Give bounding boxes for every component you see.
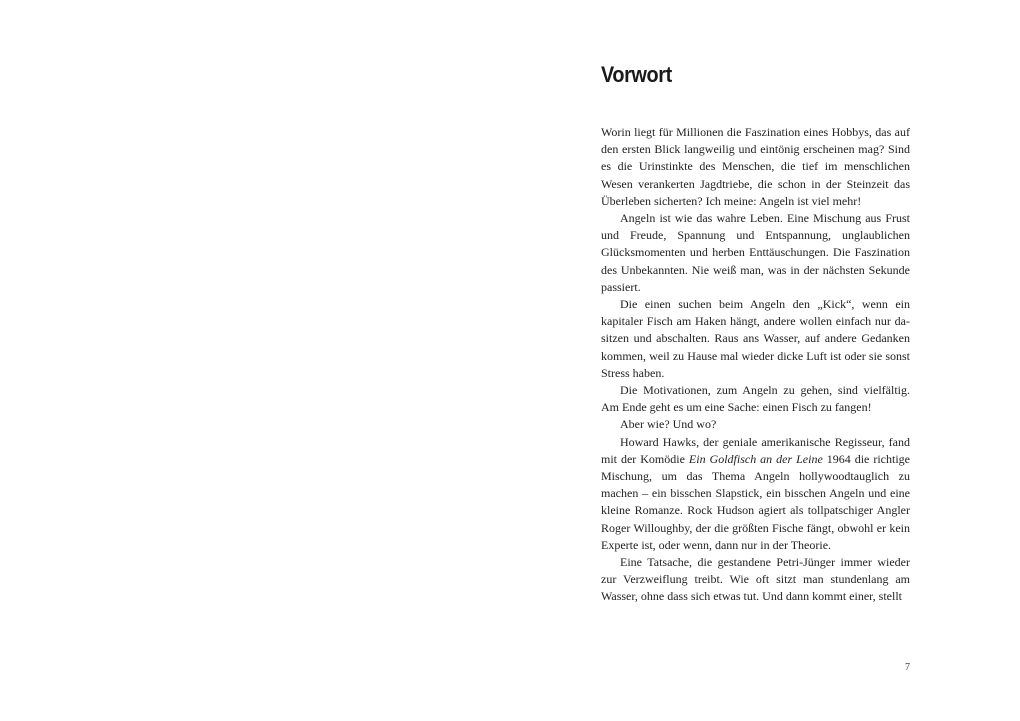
paragraph: Aber wie? Und wo? <box>620 417 717 432</box>
paragraph <box>601 434 910 554</box>
film-title: Ein Goldfisch an der Leine <box>688 451 823 466</box>
page-number: 7 <box>905 662 910 673</box>
paragraph: Worin liegt für Millionen die Faszination eines Hobbys, das auf den ersten Blick langweilig und eintönig erscheinen mag? Sind es die Urinstinkte des Menschen, die tief im menschlichen Wesen verankerten Jagdtriebe, die schon in der Steinzeit das Überleben sicherten? Ich meine: Angeln ist viel mehr! <box>601 125 910 208</box>
paragraph: Angeln ist wie das wahre Leben. Eine Mischung aus Frust und Freude, Spannung und Entspannung, unglaublichen Glücksmomenten und herben Enttäuschungen. Die Faszination des Unbekannten. Nie weiß man, was in der nächsten Sekunde passiert. <box>601 211 910 294</box>
body-text <box>601 124 910 606</box>
paragraph-text: Howard Hawks, der geniale amerikanische Regisseur, fand mit der Komödie <box>601 434 910 466</box>
paragraph: Die einen suchen beim Angeln den „Kick“, wenn ein kapitaler Fisch am Haken hängt, andere wollen einfach nur dasitzen und abschalten. Raus ans Wasser, auf andere Gedanken kommen, weil zu Hause mal wieder dicke Luft ist oder sie sonst Stress haben. <box>601 297 910 380</box>
right-page <box>510 0 1020 721</box>
paragraph: Die Motivationen, zum Angeln zu gehen, sind vielfältig. Am Ende geht es um eine Sache: einen Fisch zu fangen! <box>601 383 910 415</box>
paragraph: Eine Tatsache, die gestandene Petri-Jünger immer wieder zur Verzweiflung treibt. Wie oft sitzt man stundenlang am Wasser, ohne dass sich etwas tut. Und dann kommt einer, stellt <box>601 555 910 604</box>
chapter-title: Vorwort <box>601 62 672 87</box>
paragraph-text: 1964 die richtige Mischung, um das Thema Angeln hollywoodtauglich zu machen – ein bisschen Slapstick, ein bisschen Angeln und eine kleine Romanze. Rock Hudson agiert als tollpatschiger Angler Roger Willoughby, der die größten Fische fängt, obwohl er kein Experte ist, oder wenn, dann nur in der Theorie. <box>601 451 911 552</box>
